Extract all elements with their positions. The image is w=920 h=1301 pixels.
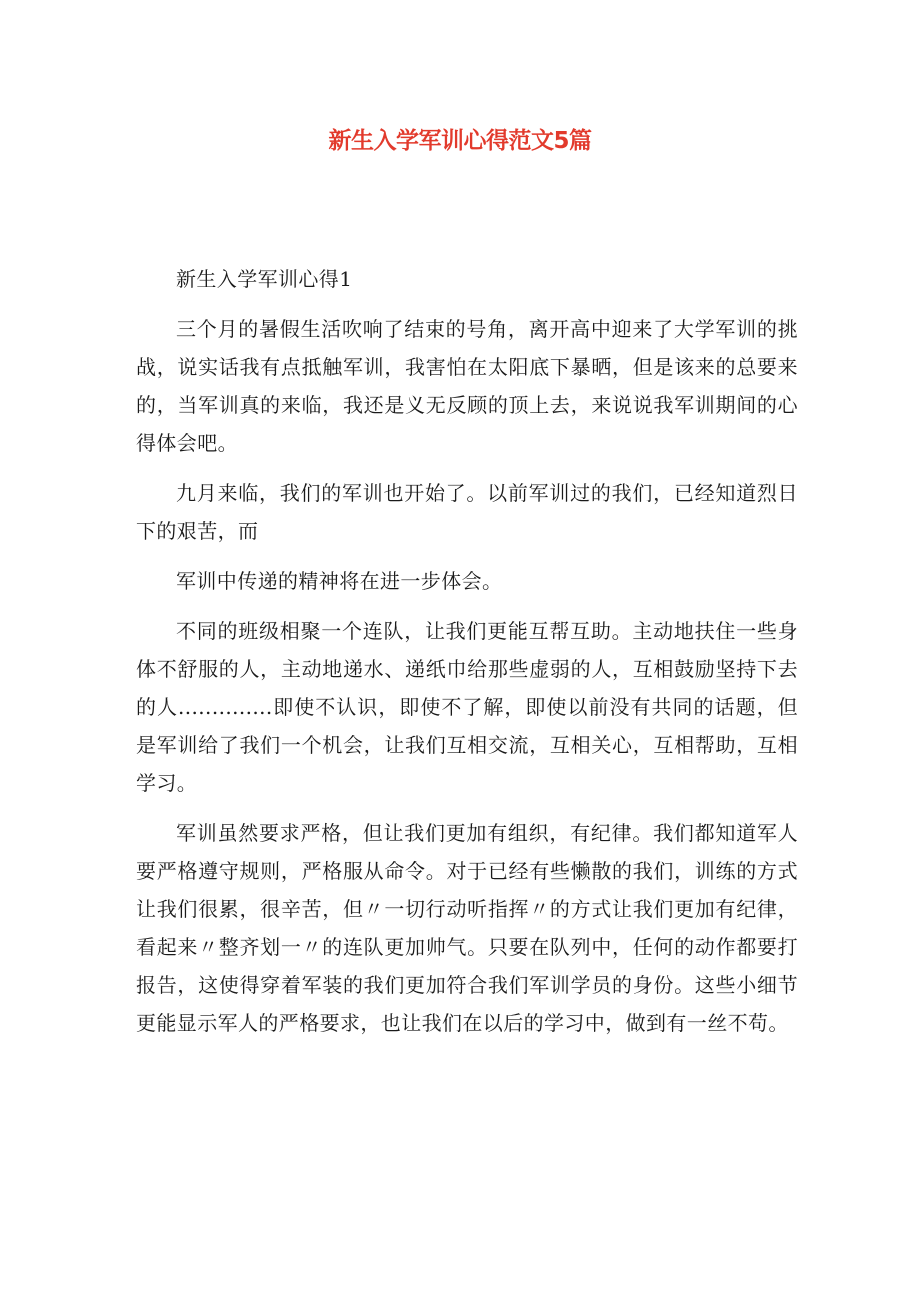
- paragraph: 军训虽然要求严格，但让我们更加有组织，有纪律。我们都知道军人要严格遵守规则，严格服从命令。对于已经有些懒散的我们，训练的方式让我们很累，很辛苦，但〃一切行动听指挥〃的方式让我们更加有纪律，看起来〃整齐划一〃的连队更加帅气。只要在队列中，任何的动作都要打报告，这使得穿着军装的我们更加符合我们军训学员的身份。这些小细节更能显示军人的严格要求，也让我们在以后的学习中，做到有一丝不苟。: [136, 821, 798, 1035]
- document-title: 新生入学军训心得范文5篇: [328, 128, 592, 154]
- paragraph: 三个月的暑假生活吹响了结束的号角，离开高中迎来了大学军训的挑战，说实话我有点抵触军训，我害怕在太阳底下暴晒，但是该来的总要来的，当军训真的来临，我还是义无反顾的顶上去，来说说我军训期间的心得体会吧。: [136, 317, 798, 455]
- paragraph: 九月来临，我们的军训也开始了。以前军训过的我们，已经知道烈日下的艰苦，而: [136, 481, 798, 543]
- document-body: [136, 260, 798, 1054]
- paragraph: 军训中传递的精神将在进一步体会。: [176, 569, 503, 593]
- paragraph: 不同的班级相聚一个连队，让我们更能互帮互助。主动地扶住一些身体不舒服的人，主动地递水、递纸巾给那些虚弱的人，互相鼓励坚持下去的人..............即使不认识，即使不了解，即使以前没有共同的话题，但是军训给了我们一个机会，让我们互相交流，互相关心，互相帮助，互相学习。: [136, 619, 798, 795]
- section-heading: 新生入学军训心得1: [176, 267, 353, 291]
